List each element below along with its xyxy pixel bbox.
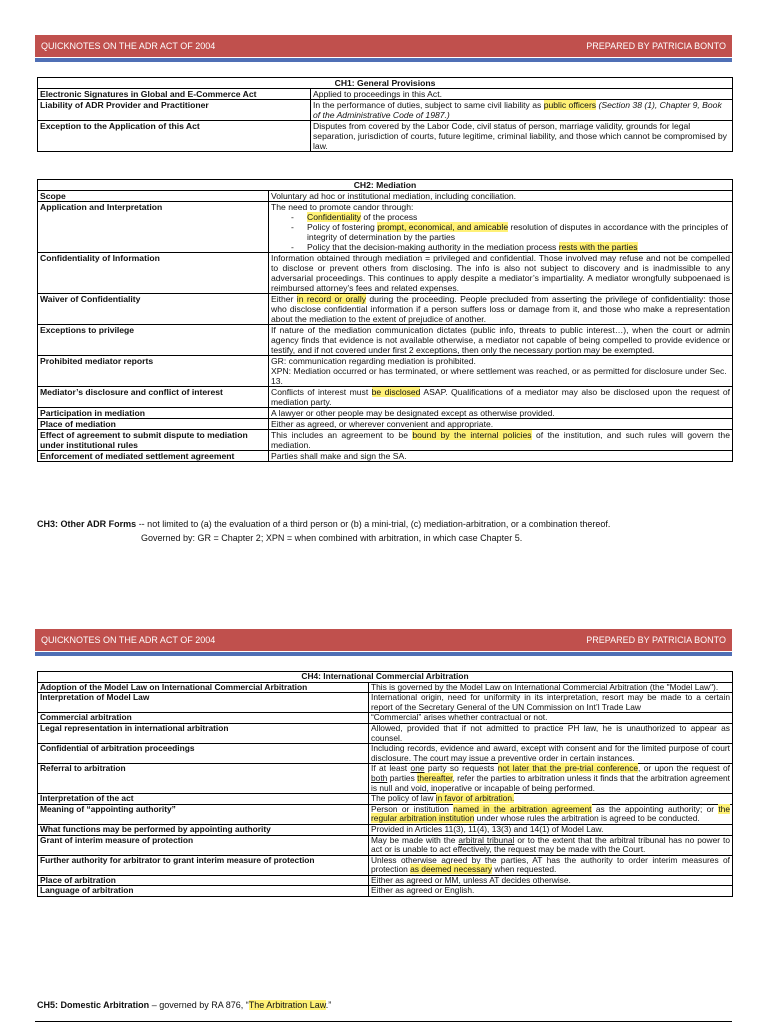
row-key: Confidentiality of Information — [38, 253, 269, 294]
table-row — [38, 693, 733, 713]
row-value: Either as agreed or MM, unless AT decides otherwise. — [369, 875, 733, 886]
row-value: Conflicts of interest must be disclosed ASAP. Qualifications of a mediator may also be disclosed upon the request of mediation party. — [269, 387, 733, 408]
table-row — [38, 723, 733, 743]
row-key: Language of arbitration — [38, 886, 369, 897]
ch3-governed: Governed by: GR = Chapter 2; XPN = when combined with arbitration, in which case Chapter 5. — [141, 533, 523, 543]
ch1-title: CH1: General Provisions — [38, 78, 733, 89]
page-header-banner — [35, 35, 732, 57]
row-value: Person or institution named in the arbitration agreement as the appointing authority; or the regular arbitration institution under whose rules the arbitration is agreed to be conducted. — [369, 804, 733, 824]
table-row — [38, 682, 733, 693]
row-key: Participation in mediation — [38, 408, 269, 419]
row-value: This is governed by the Model Law on International Commercial Arbitration (the "Model Law"). — [369, 682, 733, 693]
row-key: Interpretation of the act — [38, 794, 369, 805]
table-row — [38, 294, 733, 325]
row-value: If at least one party so requests not later that the pre-trial conference, or upon the request of both parties thereafter, refer the parties to arbitration unless it finds that the arbitration agreement is null and void, inoperative or incapable of being performed. — [369, 764, 733, 794]
table-row — [38, 89, 733, 100]
ch2-title: CH2: Mediation — [38, 180, 733, 191]
row-value: Information obtained through mediation = privileged and confidential. Those involved may refuse and not be compelled to disclose or prevent others from disclosing. The info is also not subject to discovery and is inadmissible to any adversarial proceedings. This continues to apply despite a mediator’s impartiality. A mediator wrongfully subpoenaed is reimbursed attorney’s fees and related expenses. — [269, 253, 733, 294]
row-value: A lawyer or other people may be designated except as otherwise provided. — [269, 408, 733, 419]
row-value: Disputes from covered by the Labor Code, civil status of person, marriage validity, grounds for legal separation, jurisdiction of courts, future legitime, criminal liability, and those which cannot be compromised by law. — [311, 121, 733, 152]
row-key: Scope — [38, 191, 269, 202]
header-accent-bar — [35, 652, 732, 656]
row-key: Exceptions to privilege — [38, 325, 269, 356]
row-key: Place of arbitration — [38, 875, 369, 886]
ch2-table — [37, 179, 733, 462]
row-value: May be made with the arbitral tribunal or to the extent that the arbitral tribunal has no power to act or is unable to act effectively, the request may be made with the Court. — [369, 835, 733, 855]
bottom-rule — [35, 1021, 732, 1022]
row-value: Including records, evidence and award, except with consent and for the limited purpose of court disclosure. The court may issue a preventive order in certain instances. — [369, 744, 733, 764]
row-value: Either as agreed or English. — [369, 886, 733, 897]
table-row — [38, 764, 733, 794]
row-key: Effect of agreement to submit dispute to mediation under institutional rules — [38, 430, 269, 451]
row-value: Allowed, provided that if not admitted to practice PH law, he is unauthorized to appear as counsel. — [369, 723, 733, 743]
row-key: Liability of ADR Provider and Practitioner — [38, 100, 311, 121]
row-value: Either in record or orally during the proceeding. People precluded from asserting the privilege of confidentiality: those who disclose confidential information if a person suffers loss or damage from it, and those who make a representation about the mediation to the extent of prejudice of another. — [269, 294, 733, 325]
table-row — [38, 835, 733, 855]
row-key: Waiver of Confidentiality — [38, 294, 269, 325]
row-value: GR: communication regarding mediation is prohibited. XPN: Mediation occurred or has terminated, or where settlement was reached, or as permitted for disclosure under Sec. 13. — [269, 356, 733, 387]
header-accent-bar — [35, 58, 732, 62]
table-row — [38, 419, 733, 430]
row-key: Mediator’s disclosure and conflict of interest — [38, 387, 269, 408]
row-key: What functions may be performed by appointing authority — [38, 824, 369, 835]
table-row — [38, 430, 733, 451]
header-right-text: PREPARED BY PATRICIA BONTO — [586, 635, 726, 645]
table-row — [38, 804, 733, 824]
row-key: Confidential of arbitration proceedings — [38, 744, 369, 764]
row-key: Legal representation in international arbitration — [38, 723, 369, 743]
table-row — [38, 875, 733, 886]
row-key: Prohibited mediator reports — [38, 356, 269, 387]
row-value: The need to promote candor through: - Confidentiality of the process - Policy of fostering prompt, economical, and amicable resolution of disputes in accordance with the principles of integrity of determination by the parties - Policy that the decision-making authority in the mediation process rests with the parties — [269, 202, 733, 253]
row-key: Application and Interpretation — [38, 202, 269, 253]
header-right-text: PREPARED BY PATRICIA BONTO — [586, 41, 726, 51]
row-key: Further authority for arbitrator to grant interim measure of protection — [38, 855, 369, 875]
table-row — [38, 202, 733, 253]
row-value: This includes an agreement to be bound by the internal policies of the institution, and such rules will govern the mediation. — [269, 430, 733, 451]
row-value: Provided in Articles 11(3), 11(4), 13(3) and 14(1) of Model Law. — [369, 824, 733, 835]
row-value: Either as agreed, or wherever convenient and appropriate. — [269, 419, 733, 430]
row-key: Exception to the Application of this Act — [38, 121, 311, 152]
page2-header-banner — [35, 629, 732, 651]
row-value: “Commercial” arises whether contractual or not. — [369, 713, 733, 724]
ch4-table — [37, 671, 733, 897]
row-value: In the performance of duties, subject to same civil liability as public officers (Section 38 (1), Chapter 9, Book of the Administrative Code of 1987.) — [311, 100, 733, 121]
table-row — [38, 794, 733, 805]
ch1-table — [37, 77, 733, 152]
table-row — [38, 855, 733, 875]
table-row — [38, 408, 733, 419]
table-row — [38, 886, 733, 897]
ch3-note: CH3: Other ADR Forms -- not limited to (a) the evaluation of a third person or (b) a mini-trial, (c) mediation-arbitration, or a combination thereof. — [37, 519, 611, 529]
table-row — [38, 325, 733, 356]
row-key: Grant of interim measure of protection — [38, 835, 369, 855]
row-value: The policy of law in favor of arbitration. — [369, 794, 733, 805]
row-value: Unless otherwise agreed by the parties, AT has the authority to order interim measures of protection as deemed necessary when requested. — [369, 855, 733, 875]
row-key: Electronic Signatures in Global and E-Commerce Act — [38, 89, 311, 100]
row-key: Adoption of the Model Law on International Commercial Arbitration — [38, 682, 369, 693]
table-row — [38, 713, 733, 724]
table-row — [38, 121, 733, 152]
row-key: Commercial arbitration — [38, 713, 369, 724]
row-key: Enforcement of mediated settlement agreement — [38, 451, 269, 462]
header-left-text: QUICKNOTES ON THE ADR ACT OF 2004 — [41, 41, 216, 51]
row-key: Meaning of “appointing authority” — [38, 804, 369, 824]
row-key: Interpretation of Model Law — [38, 693, 369, 713]
table-row — [38, 253, 733, 294]
row-value: Voluntary ad hoc or institutional mediation, including conciliation. — [269, 191, 733, 202]
table-row — [38, 387, 733, 408]
row-key: Place of mediation — [38, 419, 269, 430]
header-left-text: QUICKNOTES ON THE ADR ACT OF 2004 — [41, 635, 216, 645]
table-row — [38, 451, 733, 462]
table-row — [38, 100, 733, 121]
ch5-note: CH5: Domestic Arbitration – governed by RA 876, “The Arbitration Law.” — [37, 1000, 332, 1010]
row-value: Parties shall make and sign the SA. — [269, 451, 733, 462]
row-value: If nature of the mediation communication dictates (public info, threats to public interest…), when the court or admin agency finds that evidence is not available otherwise, a mediator not capable of being compelled to provide evidence or testify, and if not covered under first 2 exceptions, then only the necessary portion may be exempted. — [269, 325, 733, 356]
table-row — [38, 356, 733, 387]
row-key: Referral to arbitration — [38, 764, 369, 794]
table-row — [38, 824, 733, 835]
ch4-title: CH4: International Commercial Arbitration — [38, 672, 733, 683]
table-row — [38, 744, 733, 764]
table-row — [38, 191, 733, 202]
row-value: Applied to proceedings in this Act. — [311, 89, 733, 100]
row-value: International origin, need for uniformity in its interpretation, resort may be made to a certain report of the Secretary General of the UN Commission on Int’l Trade Law — [369, 693, 733, 713]
